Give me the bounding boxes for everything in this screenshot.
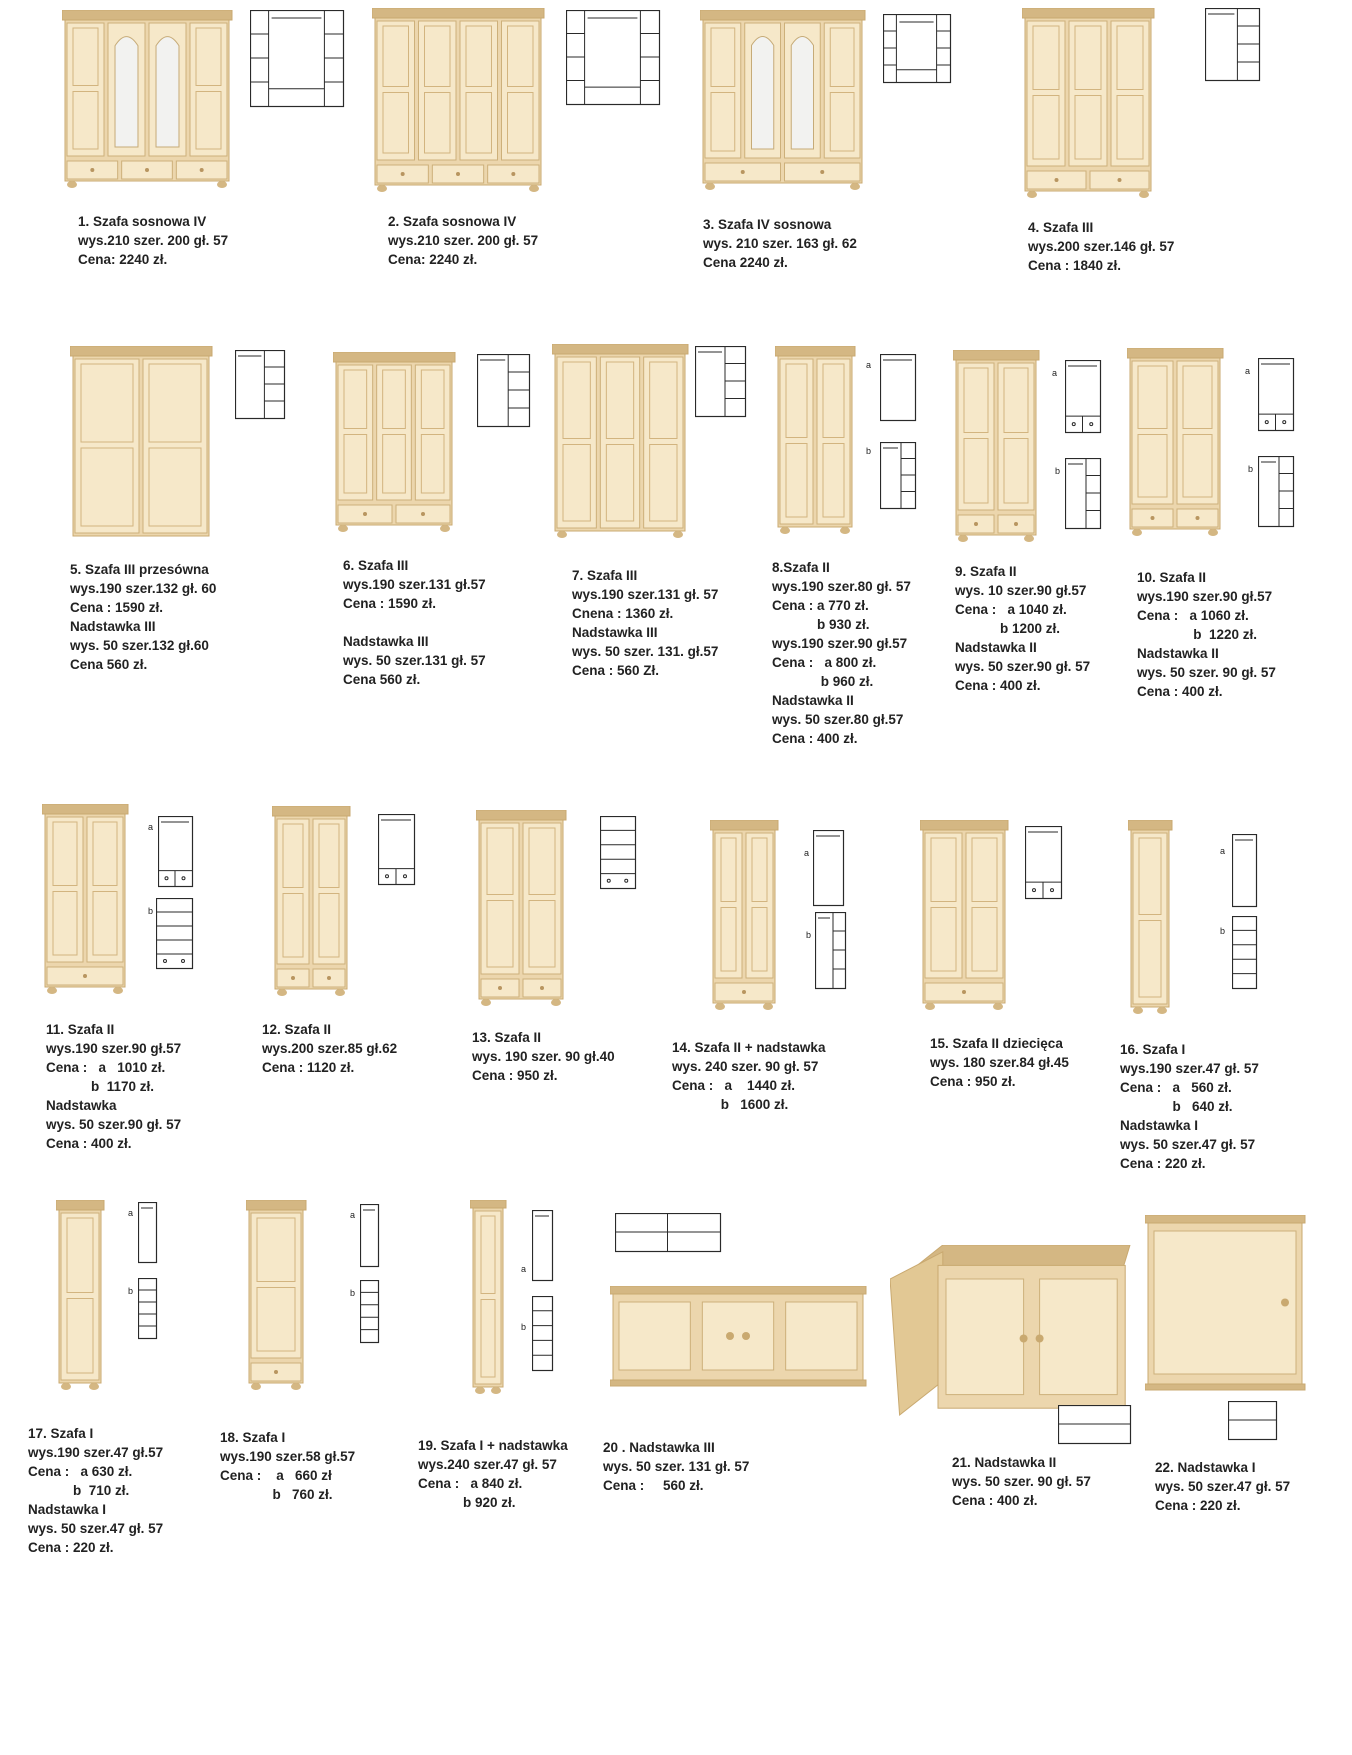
wardrobe-19-label-a: a — [521, 1264, 527, 1274]
item-19-line: Cena : a 840 zł. — [418, 1476, 523, 1491]
item-1-line: wys.210 szer. 200 gł. 57 — [78, 233, 229, 248]
item-16-line: 16. Szafa I — [1120, 1042, 1186, 1057]
item-4-caption — [1028, 218, 1174, 275]
item-8-line: 8.Szafa II — [772, 560, 830, 575]
item-9-line: Nadstawka II — [955, 640, 1037, 655]
item-21-line: Cena : 400 zł. — [952, 1493, 1038, 1508]
top-unit-21-photo — [890, 1245, 1134, 1419]
wardrobe-17-label-a: a — [128, 1208, 134, 1218]
wardrobe-1-schematic — [250, 10, 345, 110]
item-17-caption — [28, 1424, 163, 1557]
item-17-line: Cena : a 630 zł. — [28, 1464, 133, 1479]
item-8-line: Cena : 400 zł. — [772, 731, 858, 746]
item-9-line: wys. 10 szer.90 gł.57 — [955, 583, 1087, 598]
wardrobe-19-schematic-b — [532, 1296, 554, 1374]
wardrobe-11-schematic-a — [158, 816, 194, 890]
item-15-line: wys. 180 szer.84 gł.45 — [930, 1055, 1069, 1070]
item-11-line: Nadstawka — [46, 1098, 117, 1113]
wardrobe-7-photo — [552, 344, 692, 542]
item-9-line: Cena : 400 zł. — [955, 678, 1041, 693]
item-16-caption — [1120, 1040, 1259, 1173]
wardrobe-14-photo — [710, 820, 782, 1014]
item-15-line: Cena : 950 zł. — [930, 1074, 1016, 1089]
wardrobe-11-schematic-b — [156, 898, 194, 972]
item-1-line: Cena: 2240 zł. — [78, 252, 168, 267]
item-8-line: wys. 50 szer.80 gł.57 — [772, 712, 904, 727]
item-13-caption — [472, 1028, 615, 1085]
item-5-line: wys.190 szer.132 gł. 60 — [70, 581, 217, 596]
item-8-line: wys.190 szer.80 gł. 57 — [772, 579, 911, 594]
wardrobe-16-photo — [1128, 820, 1176, 1018]
wardrobe-10-photo — [1127, 348, 1227, 540]
top-unit-22-schematic — [1228, 1401, 1278, 1443]
item-21-line: wys. 50 szer. 90 gł. 57 — [952, 1474, 1091, 1489]
item-15-caption — [930, 1034, 1069, 1091]
item-14-line: 14. Szafa II + nadstawka — [672, 1040, 826, 1055]
item-17-line: wys.190 szer.47 gł.57 — [28, 1445, 164, 1460]
wardrobe-14-label-a: a — [804, 848, 810, 858]
item-21-caption — [952, 1453, 1091, 1510]
item-6-line: Cena : 1590 zł. — [343, 596, 437, 611]
item-19-line: b 920 zł. — [418, 1495, 516, 1510]
wardrobe-2-schematic — [566, 10, 661, 108]
item-16-line: Cena : 220 zł. — [1120, 1156, 1206, 1171]
wardrobe-3-schematic — [883, 14, 952, 86]
wardrobe-13-photo — [476, 810, 570, 1010]
wardrobe-4-photo — [1022, 8, 1158, 202]
item-10-line: Cena : a 1060 zł. — [1137, 608, 1249, 623]
wardrobe-8-label-a: a — [866, 360, 872, 370]
item-16-line: wys. 50 szer.47 gł. 57 — [1120, 1137, 1256, 1152]
item-18-line: 18. Szafa I — [220, 1430, 286, 1445]
item-16-line: wys.190 szer.47 gł. 57 — [1120, 1061, 1259, 1076]
item-8-line: wys.190 szer.90 gł.57 — [772, 636, 908, 651]
wardrobe-4-schematic — [1205, 8, 1261, 84]
item-10-line: b 1220 zł. — [1137, 627, 1258, 642]
item-6-line — [343, 613, 486, 632]
wardrobe-11-photo — [42, 804, 132, 998]
item-7-line: Cnena : 1360 zł. — [572, 606, 674, 621]
item-2-line: Cena: 2240 zł. — [388, 252, 478, 267]
item-8-line: Nadstawka II — [772, 693, 854, 708]
item-2-line: wys.210 szer. 200 gł. 57 — [388, 233, 539, 248]
item-19-line: wys.240 szer.47 gł. 57 — [418, 1457, 557, 1472]
item-8-line: Cena : a 800 zł. — [772, 655, 877, 670]
item-10-line: Nadstawka II — [1137, 646, 1219, 661]
wardrobe-14-schematic-a — [813, 830, 845, 909]
item-22-line: 22. Nadstawka I — [1155, 1460, 1256, 1475]
wardrobe-10-label-b: b — [1248, 464, 1254, 474]
item-20-caption — [603, 1438, 749, 1495]
item-8-line: b 960 zł. — [772, 674, 874, 689]
item-5-line: 5. Szafa III przesówna — [70, 562, 209, 577]
wardrobe-16-label-a: a — [1220, 846, 1226, 856]
item-6-line: wys. 50 szer.131 gł. 57 — [343, 653, 486, 668]
wardrobe-18-schematic-a — [360, 1204, 380, 1270]
wardrobe-6-schematic — [477, 354, 531, 430]
item-20-line: wys. 50 szer. 131 gł. 57 — [603, 1459, 750, 1474]
item-8-line: b 930 zł. — [772, 617, 870, 632]
item-9-caption — [955, 562, 1090, 695]
wardrobe-14-label-b: b — [806, 930, 812, 940]
wardrobe-19-schematic-a — [532, 1210, 554, 1284]
wardrobe-7-schematic — [695, 346, 747, 420]
item-17-line: Cena : 220 zł. — [28, 1540, 114, 1555]
item-7-caption — [572, 566, 718, 680]
item-19-line: 19. Szafa I + nadstawka — [418, 1438, 568, 1453]
item-9-line: 9. Szafa II — [955, 564, 1017, 579]
wardrobe-5-photo — [70, 346, 216, 540]
item-12-line: wys.200 szer.85 gł.62 — [262, 1041, 398, 1056]
item-20-line: Cena : 560 zł. — [603, 1478, 704, 1493]
item-9-line: wys. 50 szer.90 gł. 57 — [955, 659, 1091, 674]
wardrobe-16-schematic-b — [1232, 916, 1258, 992]
item-9-line: Cena : a 1040 zł. — [955, 602, 1067, 617]
wardrobe-18-label-b: b — [350, 1288, 356, 1298]
item-13-line: Cena : 950 zł. — [472, 1068, 558, 1083]
item-10-line: wys.190 szer.90 gł.57 — [1137, 589, 1273, 604]
top-unit-20-photo — [610, 1286, 870, 1390]
top-unit-22-photo — [1145, 1215, 1309, 1394]
item-7-line: Cena : 560 Zł. — [572, 663, 660, 678]
item-7-line: Nadstawka III — [572, 625, 658, 640]
item-5-line: Nadstawka III — [70, 619, 156, 634]
wardrobe-1-photo — [62, 10, 236, 192]
wardrobe-9-label-b: b — [1055, 466, 1061, 476]
item-10-line: Cena : 400 zł. — [1137, 684, 1223, 699]
item-5-line: Cena 560 zł. — [70, 657, 148, 672]
wardrobe-19-photo — [470, 1200, 510, 1398]
item-16-line: b 640 zł. — [1120, 1099, 1233, 1114]
item-21-line: 21. Nadstawka II — [952, 1455, 1057, 1470]
item-13-line: 13. Szafa II — [472, 1030, 542, 1045]
item-4-line: 4. Szafa III — [1028, 220, 1094, 235]
item-19-caption — [418, 1436, 568, 1512]
item-5-caption — [70, 560, 216, 674]
wardrobe-9-label-a: a — [1052, 368, 1058, 378]
item-1-caption — [78, 212, 228, 269]
wardrobe-14-schematic-b — [815, 912, 847, 992]
wardrobe-18-label-a: a — [350, 1210, 356, 1220]
item-17-line: wys. 50 szer.47 gł. 57 — [28, 1521, 164, 1536]
wardrobe-12-photo — [272, 806, 354, 1000]
wardrobe-18-schematic-b — [360, 1280, 380, 1346]
wardrobe-11-label-a: a — [148, 822, 154, 832]
wardrobe-19-label-b: b — [521, 1322, 527, 1332]
item-16-line: Cena : a 560 zł. — [1120, 1080, 1232, 1095]
wardrobe-3-photo — [700, 10, 869, 194]
item-17-line: 17. Szafa I — [28, 1426, 94, 1441]
wardrobe-5-schematic — [235, 350, 286, 422]
item-5-line: Cena : 1590 zł. — [70, 600, 164, 615]
item-5-line: wys. 50 szer.132 gł.60 — [70, 638, 209, 653]
item-18-line: b 760 zł. — [220, 1487, 333, 1502]
item-10-line: wys. 50 szer. 90 gł. 57 — [1137, 665, 1276, 680]
item-7-line: wys.190 szer.131 gł. 57 — [572, 587, 719, 602]
item-1-line: 1. Szafa sosnowa IV — [78, 214, 207, 229]
item-4-line: Cena : 1840 zł. — [1028, 258, 1122, 273]
item-18-caption — [220, 1428, 355, 1504]
item-8-caption — [772, 558, 911, 748]
item-14-caption — [672, 1038, 825, 1114]
item-10-caption — [1137, 568, 1276, 701]
wardrobe-17-schematic-a — [138, 1202, 158, 1266]
item-14-line: Cena : a 1440 zł. — [672, 1078, 796, 1093]
top-unit-20-schematic — [615, 1213, 722, 1255]
item-13-line: wys. 190 szer. 90 gł.40 — [472, 1049, 615, 1064]
wardrobe-17-photo — [56, 1200, 108, 1394]
item-6-line: wys.190 szer.131 gł.57 — [343, 577, 486, 592]
item-11-caption — [46, 1020, 181, 1153]
item-11-line: 11. Szafa II — [46, 1022, 115, 1037]
item-12-line: 12. Szafa II — [262, 1022, 332, 1037]
wardrobe-10-schematic-b — [1258, 456, 1295, 530]
wardrobe-2-photo — [372, 8, 548, 196]
item-9-line: b 1200 zł. — [955, 621, 1061, 636]
wardrobe-16-label-b: b — [1220, 926, 1226, 936]
item-6-caption — [343, 556, 486, 689]
item-11-line: wys.190 szer.90 gł.57 — [46, 1041, 182, 1056]
item-14-line: wys. 240 szer. 90 gł. 57 — [672, 1059, 819, 1074]
item-3-line: Cena 2240 zł. — [703, 255, 788, 270]
wardrobe-10-schematic-a — [1258, 358, 1295, 434]
item-6-line: 6. Szafa III — [343, 558, 409, 573]
wardrobe-8-photo — [775, 346, 859, 538]
wardrobe-8-label-b: b — [866, 446, 872, 456]
item-2-line: 2. Szafa sosnowa IV — [388, 214, 517, 229]
wardrobe-16-schematic-a — [1232, 834, 1258, 910]
item-18-line: wys.190 szer.58 gł.57 — [220, 1449, 356, 1464]
item-14-line: b 1600 zł. — [672, 1097, 789, 1112]
item-11-line: Cena : a 1010 zł. — [46, 1060, 166, 1075]
item-12-line: Cena : 1120 zł. — [262, 1060, 355, 1075]
wardrobe-8-schematic-b — [880, 442, 917, 512]
wardrobe-15-schematic — [1025, 826, 1063, 902]
wardrobe-11-label-b: b — [148, 906, 154, 916]
item-22-caption — [1155, 1458, 1290, 1515]
item-12-caption — [262, 1020, 397, 1077]
wardrobe-6-photo — [333, 352, 459, 536]
item-8-line: Cena : a 770 zł. — [772, 598, 869, 613]
item-3-caption — [703, 215, 857, 272]
item-15-line: 15. Szafa II dziecięca — [930, 1036, 1063, 1051]
wardrobe-10-label-a: a — [1245, 366, 1251, 376]
item-6-line: Nadstawka III — [343, 634, 429, 649]
item-18-line: Cena : a 660 zł — [220, 1468, 332, 1483]
item-3-line: wys. 210 szer. 163 gł. 62 — [703, 236, 857, 251]
wardrobe-8-schematic-a — [880, 354, 917, 424]
wardrobe-17-schematic-b — [138, 1278, 158, 1342]
item-20-line: 20 . Nadstawka III — [603, 1440, 715, 1455]
item-11-line: wys. 50 szer.90 gł. 57 — [46, 1117, 182, 1132]
item-17-line: Nadstawka I — [28, 1502, 107, 1517]
item-7-line: 7. Szafa III — [572, 568, 638, 583]
item-3-line: 3. Szafa IV sosnowa — [703, 217, 832, 232]
wardrobe-17-label-b: b — [128, 1286, 134, 1296]
item-10-line: 10. Szafa II — [1137, 570, 1207, 585]
top-unit-21-schematic — [1058, 1405, 1132, 1447]
item-22-line: wys. 50 szer.47 gł. 57 — [1155, 1479, 1291, 1494]
item-22-line: Cena : 220 zł. — [1155, 1498, 1241, 1513]
item-16-line: Nadstawka I — [1120, 1118, 1199, 1133]
item-11-line: Cena : 400 zł. — [46, 1136, 132, 1151]
wardrobe-9-photo — [953, 350, 1043, 546]
wardrobe-9-schematic-a — [1065, 360, 1102, 436]
wardrobe-15-photo — [920, 820, 1012, 1014]
item-7-line: wys. 50 szer. 131. gł.57 — [572, 644, 719, 659]
item-11-line: b 1170 zł. — [46, 1079, 155, 1094]
item-17-line: b 710 zł. — [28, 1483, 130, 1498]
wardrobe-18-photo — [246, 1200, 310, 1394]
wardrobe-13-schematic — [600, 816, 637, 892]
item-6-line: Cena 560 zł. — [343, 672, 421, 687]
wardrobe-9-schematic-b — [1065, 458, 1102, 532]
item-4-line: wys.200 szer.146 gł. 57 — [1028, 239, 1175, 254]
item-2-caption — [388, 212, 538, 269]
wardrobe-12-schematic — [378, 814, 416, 888]
